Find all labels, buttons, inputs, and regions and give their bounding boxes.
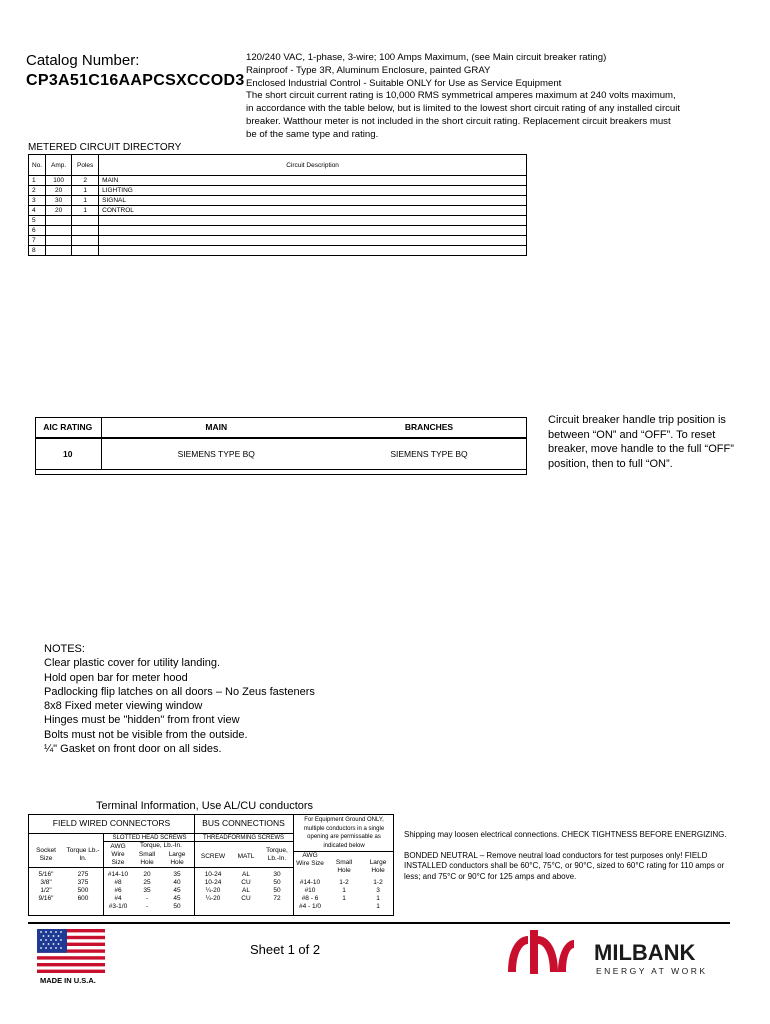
ground-note: For Equipment Ground ONLY, multiple conductors in a single opening are permissable as indicated below <box>303 817 385 849</box>
cell-poles: 2 <box>72 176 99 186</box>
note-item: Hinges must be "hidden" from front view <box>44 714 240 727</box>
col-header-description: Circuit Description <box>99 155 527 176</box>
main-header: MAIN <box>101 417 331 438</box>
socket-torque-header: Torque Lb.-In. <box>66 847 100 862</box>
cell-description: SIGNAL <box>99 196 527 206</box>
brand-tagline: ENERGY AT WORK <box>596 966 708 976</box>
socket-size-header: Socket Size <box>36 847 56 862</box>
bus-connections-header: BUS CONNECTIONS <box>202 818 285 828</box>
shipping-notes <box>404 830 734 882</box>
cell-poles <box>72 236 99 246</box>
cell-poles <box>72 216 99 226</box>
note-item: Bolts must not be visible from the outside. <box>44 728 248 741</box>
shipping-note: Shipping may loosen electrical connections. CHECK TIGHTNESS BEFORE ENERGIZING. <box>404 830 727 839</box>
slotted-awg-values: #14-10 #8 #6 #4 #3-1/0 <box>107 871 129 910</box>
slotted-large-values: 35 40 45 45 50 <box>173 871 181 910</box>
catalog-number: CP3A51C16AAPCSXCCOD3 <box>26 72 245 89</box>
cell-poles: 1 <box>72 206 99 216</box>
cell-no: 1 <box>29 176 46 186</box>
cell-description: CONTROL <box>99 206 527 216</box>
cell-amp: 20 <box>46 186 72 196</box>
torque-small-large-header: Torque, Lb.-In. <box>140 842 182 849</box>
note-item: 8x8 Fixed meter viewing window <box>44 700 203 713</box>
table-row <box>29 226 527 236</box>
cell-description <box>99 246 527 256</box>
cell-no: 5 <box>29 216 46 226</box>
cell-poles <box>72 226 99 236</box>
spec-line: The short circuit current rating is 10,000 RMS symmetrical amperes maximum at 240 volts maximum, <box>246 90 676 102</box>
awg-header: AWG Wire Size <box>110 843 126 866</box>
aic-value: 10 <box>35 438 101 470</box>
table-row <box>29 216 527 226</box>
spec-line: in accordance with the table below, but is limited to the lowest short circuit rating of any installed circuit <box>246 103 681 115</box>
spec-line: Enclosed Industrial Control - Suitable ONLY for Use as Service Equipment <box>246 77 562 89</box>
brand-name: MILBANK <box>594 940 696 965</box>
col-header-amp: Amp. <box>46 155 72 176</box>
cell-amp <box>46 216 72 226</box>
ground-awg-values: #14-10 #10 #8 - 6 #4 - 1/0 <box>298 879 322 910</box>
milbank-logo <box>504 930 734 980</box>
spec-line: 120/240 VAC, 1-phase, 3-wire; 100 Amps Maximum, (see Main circuit breaker rating) <box>246 52 607 63</box>
cell-no: 2 <box>29 186 46 196</box>
table-row <box>29 186 527 196</box>
table-row <box>29 236 527 246</box>
cell-amp <box>46 246 72 256</box>
cell-no: 7 <box>29 236 46 246</box>
small-hole-header: Small Hole <box>138 851 156 866</box>
cell-poles: 1 <box>72 196 99 206</box>
cell-poles: 1 <box>72 186 99 196</box>
branches-value: SIEMENS TYPE BQ <box>331 438 527 470</box>
table-row <box>29 246 527 256</box>
cell-amp: 20 <box>46 206 72 216</box>
spec-line: Rainproof - Type 3R, Aluminum Enclosure, painted GRAY <box>246 64 491 76</box>
spec-line: be of the same type and rating. <box>246 128 379 140</box>
table-row <box>29 196 527 206</box>
col-header-poles: Poles <box>72 155 99 176</box>
matl-header: MATL <box>237 853 255 860</box>
cell-description: MAIN <box>99 176 527 186</box>
catalog-label: Catalog Number: <box>26 52 140 69</box>
branches-header: BRANCHES <box>331 417 527 438</box>
note-item: Hold open bar for meter hood <box>44 671 188 684</box>
slotted-small-values: 20 25 35 - - <box>143 871 151 910</box>
large-hole-header: Large Hole <box>168 851 186 866</box>
directory-title: METERED CIRCUIT DIRECTORY <box>28 142 182 153</box>
ground-large-header: Large Hole <box>369 859 387 874</box>
table-row <box>29 176 527 186</box>
aic-rating-table <box>35 417 527 470</box>
cell-no: 8 <box>29 246 46 256</box>
cell-no: 3 <box>29 196 46 206</box>
cell-no: 6 <box>29 226 46 236</box>
cell-amp: 100 <box>46 176 72 186</box>
cell-poles <box>72 246 99 256</box>
specifications <box>246 52 726 142</box>
cell-amp <box>46 236 72 246</box>
note-item: Clear plastic cover for utility landing. <box>44 657 221 670</box>
cell-description: LIGHTING <box>99 186 527 196</box>
made-in-usa: MADE IN U.S.A. <box>40 976 96 985</box>
ground-small-values: 1-2 1 1 <box>339 879 349 902</box>
notes <box>44 642 315 756</box>
ground-small-header: Small Hole <box>335 859 353 874</box>
us-flag-icon <box>37 929 105 973</box>
spec-line: breaker. Watthour meter is not included in the short circuit rating. Replacement circuit breakers must <box>246 115 671 127</box>
col-header-no: No. <box>29 155 46 176</box>
footer-divider <box>28 922 730 924</box>
screw-values: 10-24 10-24 ¼-20 ¼-20 <box>204 871 222 902</box>
main-value: SIEMENS TYPE BQ <box>101 438 331 470</box>
neutral-note: BONDED NEUTRAL – Remove neutral load conductors for test purposes only! FIELD INSTALLED conductors shall be 60°C, 75°C, or 90°C, sized to 60°C rating for 110 amps or less; and 75°C or 90°C for 125 amps and above. <box>404 850 725 881</box>
terminal-title: Terminal Information, Use AL/CU conductors <box>96 800 314 812</box>
notes-title: NOTES: <box>44 643 85 655</box>
socket-torques: 275 375 500 600 <box>77 871 89 902</box>
field-wired-header: FIELD WIRED CONNECTORS <box>52 818 171 828</box>
table-row <box>29 206 527 216</box>
cell-description <box>99 226 527 236</box>
cell-amp: 30 <box>46 196 72 206</box>
sheet-number: Sheet 1 of 2 <box>250 942 321 957</box>
socket-sizes: 5/16" 3/8" 1/2" 9/16" <box>38 871 54 902</box>
cell-amp <box>46 226 72 236</box>
ground-large-values: 1-2 3 1 1 <box>373 879 383 910</box>
screw-torque-header: Torque, Lb.-In. <box>266 847 288 862</box>
aic-header: AIC RATING <box>35 417 101 438</box>
slotted-header: SLOTTED HEAD SCREWS <box>112 835 187 841</box>
note-item: ¼" Gasket on front door on all sides. <box>44 743 222 756</box>
circuit-directory-table <box>28 154 527 256</box>
note-item: Padlocking flip latches on all doors – No Zeus fasteners <box>44 685 315 698</box>
matl-values: AL CU AL CU <box>241 871 251 902</box>
screw-header: SCREW <box>200 853 226 860</box>
cell-description <box>99 216 527 226</box>
terminal-table <box>28 814 394 916</box>
trip-position-note: Circuit breaker handle trip position is between “ON” and “OFF”. To reset breaker, move handle to the full “OFF” position, then to full “ON”. <box>548 414 734 470</box>
cell-description <box>99 236 527 246</box>
cell-no: 4 <box>29 206 46 216</box>
screw-torque-values: 30 50 50 72 <box>273 871 281 902</box>
threadforming-header: THREADFORMING SCREWS <box>203 835 284 841</box>
ground-awg-header: AWG Wire Size <box>296 852 324 867</box>
